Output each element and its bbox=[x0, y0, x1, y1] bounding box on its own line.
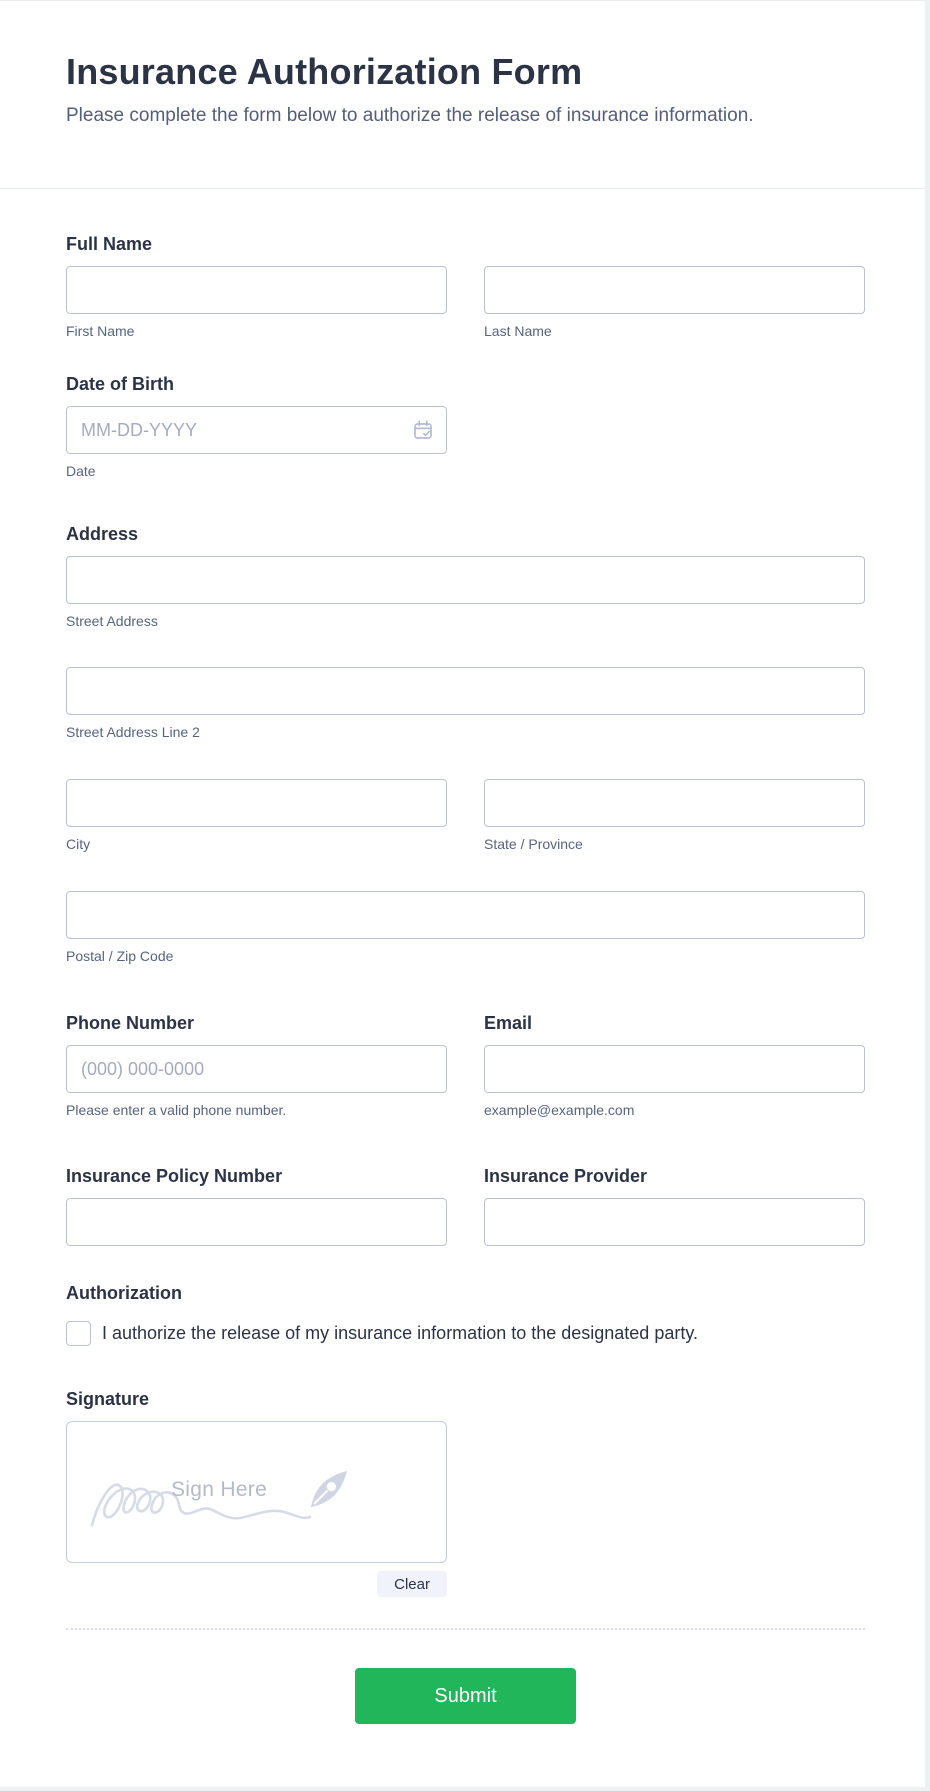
authorization-checkbox[interactable] bbox=[66, 1321, 91, 1346]
provider-label: Insurance Provider bbox=[484, 1166, 648, 1186]
pen-nib-icon bbox=[305, 1465, 353, 1513]
postal-code-input[interactable] bbox=[66, 891, 865, 939]
city-input[interactable] bbox=[66, 779, 447, 827]
field-authorization bbox=[66, 1281, 865, 1346]
row-policy-provider bbox=[66, 1164, 865, 1246]
page-subtitle: Please complete the form below to authorize the release of insurance information. bbox=[66, 105, 754, 126]
street-address-line2-input[interactable] bbox=[66, 667, 865, 715]
state-input[interactable] bbox=[484, 779, 865, 827]
address-label: Address bbox=[66, 524, 139, 544]
policy-number-input[interactable] bbox=[66, 1198, 447, 1246]
field-date-of-birth bbox=[66, 372, 865, 480]
postal-code-sublabel: Postal / Zip Code bbox=[66, 948, 174, 964]
field-policy-number bbox=[66, 1164, 447, 1246]
signature-pad[interactable] bbox=[66, 1421, 447, 1563]
page-title: Insurance Authorization Form bbox=[66, 51, 583, 92]
email-label: Email bbox=[484, 1013, 533, 1033]
signature-label: Signature bbox=[66, 1389, 150, 1409]
first-name-input[interactable] bbox=[66, 266, 447, 314]
calendar-icon[interactable] bbox=[412, 419, 434, 441]
provider-input[interactable] bbox=[484, 1198, 865, 1246]
dob-sublabel: Date bbox=[66, 463, 96, 479]
page-edge-right bbox=[925, 0, 930, 1791]
phone-input[interactable] bbox=[66, 1045, 447, 1093]
authorization-checkbox-text[interactable]: I authorize the release of my insurance information to the designated party. bbox=[102, 1323, 699, 1343]
sign-here-text: Sign Here bbox=[171, 1478, 268, 1501]
dob-label: Date of Birth bbox=[66, 374, 174, 394]
last-name-input[interactable] bbox=[484, 266, 865, 314]
footer-divider bbox=[66, 1628, 865, 1630]
street-address-line2-sublabel: Street Address Line 2 bbox=[66, 724, 200, 740]
submit-button[interactable]: Submit bbox=[355, 1668, 576, 1724]
last-name-sublabel: Last Name bbox=[484, 323, 552, 339]
phone-label: Phone Number bbox=[66, 1013, 195, 1033]
field-phone bbox=[66, 1011, 447, 1119]
form-header bbox=[0, 0, 930, 189]
form-body bbox=[0, 189, 930, 1724]
street-address-input[interactable] bbox=[66, 556, 865, 604]
field-full-name bbox=[66, 232, 865, 340]
email-input[interactable] bbox=[484, 1045, 865, 1093]
field-email bbox=[484, 1011, 865, 1119]
full-name-label: Full Name bbox=[66, 234, 153, 254]
email-sublabel: example@example.com bbox=[484, 1102, 635, 1118]
row-phone-email bbox=[66, 1011, 865, 1119]
page-edge-bottom bbox=[0, 1787, 930, 1791]
field-provider bbox=[484, 1164, 865, 1246]
clear-signature-button[interactable]: Clear bbox=[377, 1571, 447, 1597]
field-signature bbox=[66, 1387, 865, 1597]
first-name-sublabel: First Name bbox=[66, 323, 135, 339]
street-address-sublabel: Street Address bbox=[66, 613, 158, 629]
policy-number-label: Insurance Policy Number bbox=[66, 1166, 283, 1186]
state-sublabel: State / Province bbox=[484, 836, 583, 852]
page-edge-top bbox=[0, 0, 930, 1]
field-address bbox=[66, 522, 865, 965]
authorization-label: Authorization bbox=[66, 1283, 182, 1303]
dob-input[interactable] bbox=[66, 406, 447, 454]
phone-sublabel: Please enter a valid phone number. bbox=[66, 1102, 287, 1118]
city-sublabel: City bbox=[66, 836, 91, 852]
